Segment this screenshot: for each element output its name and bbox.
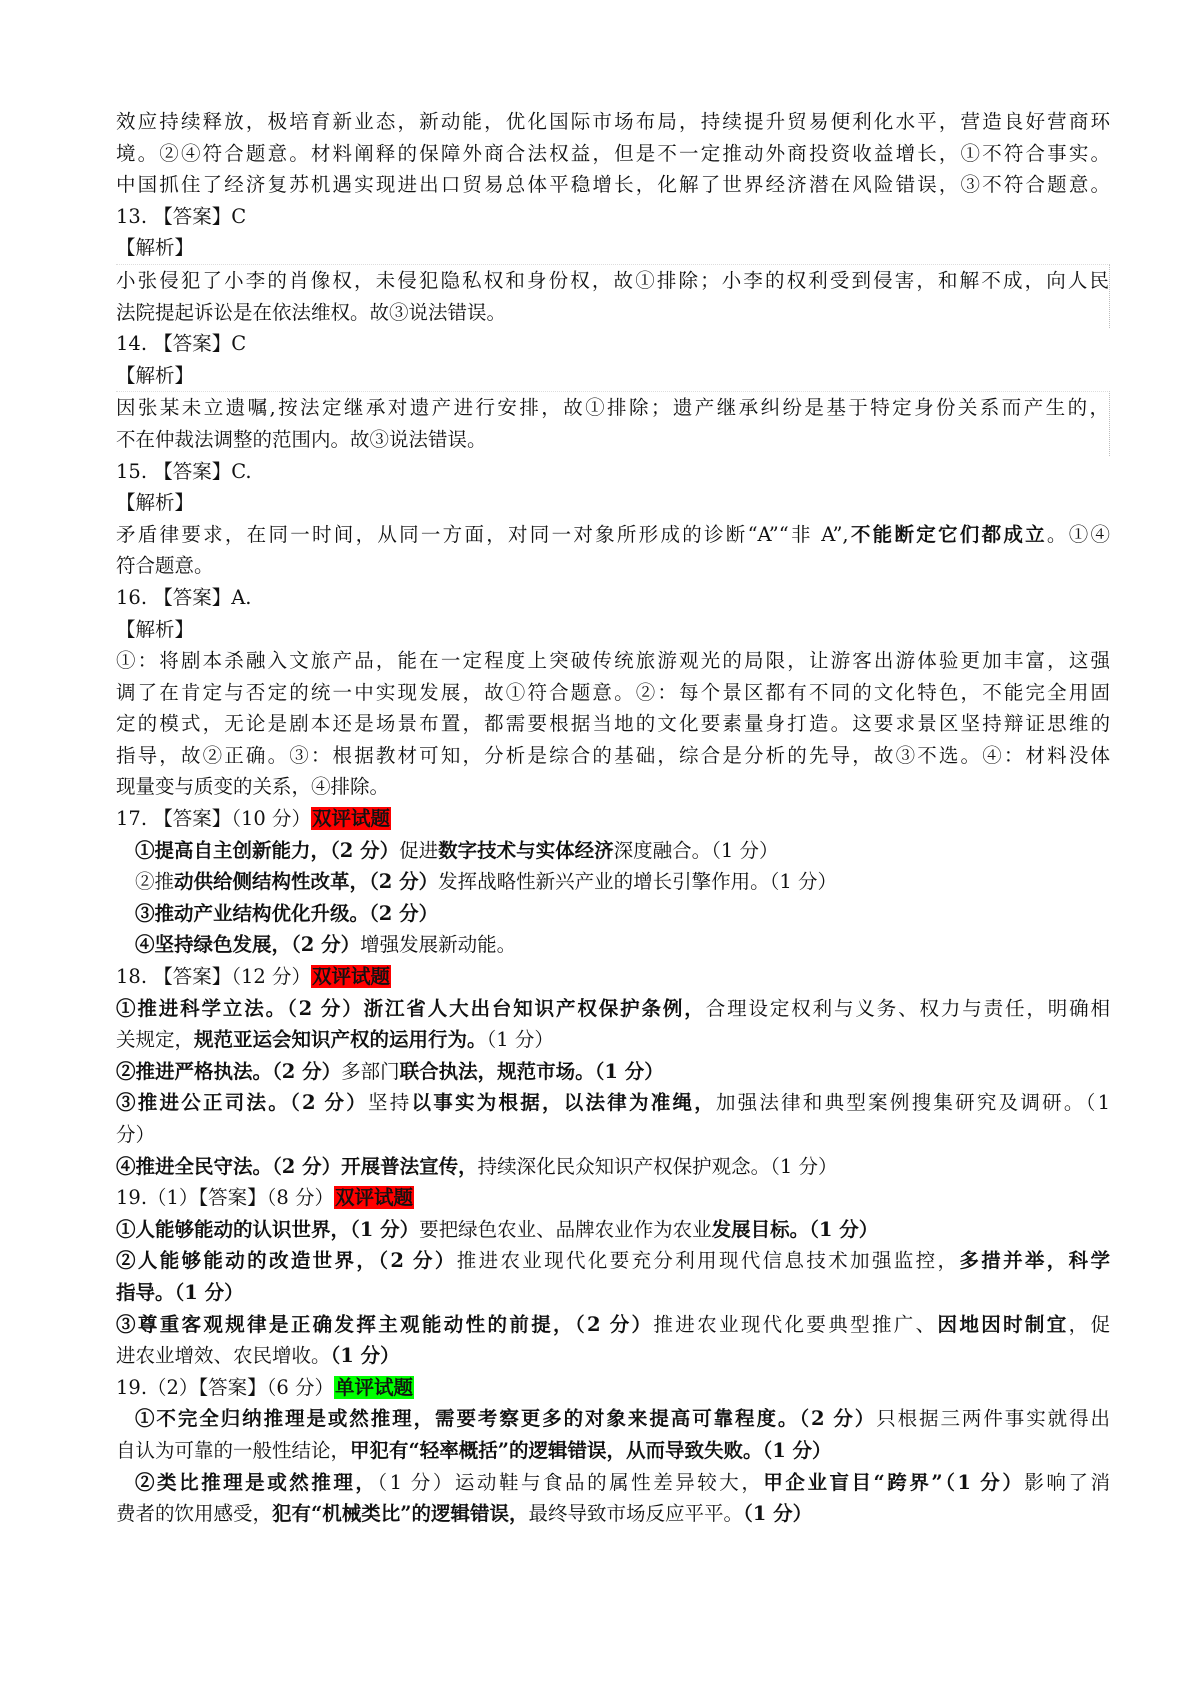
q19-2-p1-bold-2: 甲犯有“轻率概括”的逻辑错误，从而导致失败。（1 分） xyxy=(350,1438,832,1462)
q19-1-p3-text-3: 进农业增效、农民增收。 xyxy=(116,1344,331,1368)
intro-line-2: 境。②④符合题意。材料阐释的保障外商合法权益，但是不一定推动外商投资收益增长，①不符合事实。 xyxy=(116,141,1110,165)
q18-p1-bold: ①推进科学立法。（2 分）浙江省人大出台知识产权保护条例， xyxy=(116,996,706,1020)
q17-p4-bold: ④坚持绿色发展，（2 分） xyxy=(135,933,361,957)
q18-p2-text: 多部门 xyxy=(341,1059,400,1083)
single-review-tag: 单评试题 xyxy=(335,1375,414,1399)
q17-answer-label: 17. 【答案】（10 分） xyxy=(116,807,311,831)
q16-line-1: ①：将剧本杀融入文旅产品，能在一定程度上突破传统旅游观光的局限，让游客出游体验更加丰富，这强 xyxy=(116,649,1110,673)
q17-p2-text-2: 发挥战略性新兴产业的增长引擎作用。（1 分） xyxy=(438,870,837,894)
q19-1-point-2-line-2: 指导。（1 分） xyxy=(116,1280,244,1304)
q16-answer: 16. 【答案】A. xyxy=(116,585,252,609)
double-review-tag: 双评试题 xyxy=(311,965,390,989)
q19-2-p1-text-2: 自认为可靠的一般性结论， xyxy=(116,1438,351,1462)
q19-1-p1-text: 要把绿色农业、品牌农业作为农业 xyxy=(419,1217,712,1241)
q18-p1-text-2: 关规定， xyxy=(116,1028,195,1052)
q18-p3-bold: ③推进公正司法。（2 分） xyxy=(116,1091,369,1115)
q17-p1-text-2: 深度融合。（1 分） xyxy=(613,838,779,862)
q18-p2-bold-2: 联合执法，规范市场。（1 分） xyxy=(399,1059,664,1083)
q15-text-end: 。①④ xyxy=(1046,522,1110,546)
q15-text: 矛盾律要求，在同一时间，从同一方面，对同一对象所形成的诊断“A”“非 A”, xyxy=(116,522,849,546)
q19-1-p2-text: 推进农业现代化要充分利用现代信息技术加强监控， xyxy=(456,1249,960,1273)
q19-2-answer xyxy=(116,1372,1110,1404)
q18-point-1-line-1 xyxy=(116,993,1110,1025)
intro-line-3: 中国抓住了经济复苏机遇实现进出口贸易总体平稳增长，化解了世界经济潜在风险错误，③不符合题意。 xyxy=(116,173,1110,197)
q19-1-p3-text-2: ，促 xyxy=(1068,1312,1110,1336)
q17-p1-bold: ①提高自主创新能力，（2 分） xyxy=(135,838,400,862)
q19-2-point-2-line-1 xyxy=(116,1467,1110,1499)
q19-1-p1-bold: ①人能够能动的认识世界，（1 分） xyxy=(116,1217,420,1241)
q18-point-3-line-2: 分） xyxy=(116,1123,156,1146)
q19-1-p3-text: 推进农业现代化要典型推广、 xyxy=(653,1312,938,1336)
q18-p1-bold-2: 规范亚运会知识产权的运用行为。 xyxy=(194,1028,487,1052)
q18-p3-text-2: 加强法律和典型案例搜集研究及调研。（1 xyxy=(715,1091,1110,1115)
q19-1-p3-bold: ③尊重客观规律是正确发挥主观能动性的前提，（2 分） xyxy=(116,1312,654,1336)
q13-answer: 13. 【答案】C xyxy=(116,204,247,228)
q18-p3-bold-2: 以事实为根据，以法律为准绳， xyxy=(411,1091,716,1115)
q14-analysis xyxy=(116,391,1110,455)
q19-1-p2-bold-2: 多措并举，科学 xyxy=(959,1249,1110,1273)
q18-point-3-line-1 xyxy=(116,1087,1110,1119)
q19-1-answer xyxy=(116,1182,1110,1214)
q19-2-p2-bold-3: 犯有“机械类比”的逻辑错误， xyxy=(272,1502,529,1526)
q16-line-5: 现量变与质变的关系，④排除。 xyxy=(116,775,390,799)
q17-point-4 xyxy=(116,929,1110,961)
q19-2-p2-text-4: 最终导致市场反应平平。 xyxy=(528,1502,743,1526)
double-review-tag: 双评试题 xyxy=(311,807,390,831)
intro-line-1: 效应持续释放，极培育新业态，新动能，优化国际市场布局，持续提升贸易便利化水平，营造良好营商环 xyxy=(116,110,1110,133)
q19-1-p1-bold-2: 发展目标。（1 分） xyxy=(711,1217,879,1241)
q14-answer: 14. 【答案】C xyxy=(116,332,247,356)
q19-2-p2-bold: ②类比推理是或然推理， xyxy=(135,1470,378,1494)
q15-line-2: 符合题意。 xyxy=(116,554,214,578)
q18-point-2 xyxy=(116,1056,1110,1088)
q18-point-4 xyxy=(116,1151,1110,1183)
q19-1-p3-bold-2: 因地因时制宜 xyxy=(937,1312,1069,1336)
q19-2-p2-text-2: 影响了消 xyxy=(1024,1470,1110,1494)
q13-line-1: 小张侵犯了小李的肖像权，未侵犯隐私权和身份权，故①排除；小李的权利受到侵害，和解不成，向人民 xyxy=(116,268,1109,292)
q16-jiexi: 【解析】 xyxy=(116,617,195,641)
q19-2-p2-text-3: 费者的饮用感受， xyxy=(116,1502,273,1526)
q17-point-1 xyxy=(116,835,1110,867)
q19-1-point-2-line-1 xyxy=(116,1245,1110,1277)
q19-2-p2-score: （1 分） xyxy=(742,1502,813,1526)
q18-p3-text: 坚持 xyxy=(368,1091,412,1115)
q14-line-2: 不在仲裁法调整的范围内。故③说法错误。 xyxy=(116,427,487,451)
q19-2-p1-bold: ①不完全归纳推理是或然推理，需要考察更多的对象来提高可靠程度。（2 分） xyxy=(135,1407,877,1431)
q19-1-p2-bold: ②人能够能动的改造世界，（2 分） xyxy=(116,1249,457,1273)
q15-jiexi: 【解析】 xyxy=(116,491,195,515)
q16-line-3: 定的模式，无论是剧本还是场景布置，都需要根据当地的文化要素量身打造。这要求景区坚持辩证思维的 xyxy=(116,712,1110,736)
q17-p2-bold: 动供给侧结构性改革，（2 分） xyxy=(174,870,439,894)
q18-point-1-line-2 xyxy=(116,1024,1110,1056)
q19-2-p2-text: （1 分）运动鞋与食品的属性差异较大， xyxy=(377,1470,764,1494)
q13-line-2: 法院提起诉讼是在依法维权。故③说法错误。 xyxy=(116,300,507,324)
q19-2-point-1-line-1 xyxy=(116,1403,1110,1435)
q17-p2-text: ②推 xyxy=(135,870,175,894)
q17-p1-text: 促进 xyxy=(399,838,439,862)
q19-2-point-2-line-2 xyxy=(116,1498,1110,1530)
q13-jiexi: 【解析】 xyxy=(116,236,195,260)
q17-point-3: ③推动产业结构优化升级。（2 分） xyxy=(135,901,439,925)
q13-analysis xyxy=(116,264,1110,328)
q15-bold: 不能断定它们都成立 xyxy=(848,522,1047,546)
q19-2-answer-label: 19.（2）【答案】（6 分） xyxy=(116,1375,335,1399)
q18-p1-text: 合理设定权利与义务、权力与责任，明确相 xyxy=(705,996,1110,1020)
q15-line-1 xyxy=(116,519,1110,551)
q18-p4-bold: ④推进全民守法。（2 分）开展普法宣传， xyxy=(116,1154,478,1178)
q18-p4-text: 持续深化民众知识产权保护观念。（1 分） xyxy=(477,1154,838,1178)
q19-2-point-1-line-2 xyxy=(116,1435,1110,1467)
q15-answer: 15. 【答案】C. xyxy=(116,459,252,483)
double-review-tag: 双评试题 xyxy=(335,1186,414,1210)
q14-jiexi: 【解析】 xyxy=(116,363,195,387)
q16-line-4: 指导，故②正确。③：根据教材可知，分析是综合的基础，综合是分析的先导，故③不选。④：材料没体 xyxy=(116,743,1110,767)
q19-2-p2-bold-2: 甲企业盲目“跨界”（1 分） xyxy=(763,1470,1025,1494)
q19-1-point-3-line-2 xyxy=(116,1340,1110,1372)
q17-answer xyxy=(116,803,1110,835)
q17-p1-bold-2: 数字技术与实体经济 xyxy=(438,838,614,862)
q18-p1-score: （1 分） xyxy=(486,1028,554,1052)
q16-line-2: 调了在肯定与否定的统一中实现发展，故①符合题意。②：每个景区都有不同的文化特色，不能完全用固 xyxy=(116,680,1110,704)
q14-line-1: 因张某未立遗嘱,按法定继承对遗产进行安排，故①排除；遗产继承纠纷是基于特定身份关系而产生的， xyxy=(116,396,1109,420)
q17-point-2 xyxy=(116,866,1110,898)
q19-1-p3-score: （1 分） xyxy=(330,1344,400,1368)
q17-p4-text: 增强发展新动能。 xyxy=(360,933,517,957)
q19-2-p1-text: 只根据三两件事实就得出 xyxy=(876,1407,1110,1431)
q18-answer-label: 18. 【答案】（12 分） xyxy=(116,965,311,989)
q19-1-point-3-line-1 xyxy=(116,1309,1110,1341)
q19-1-answer-label: 19.（1）【答案】（8 分） xyxy=(116,1186,335,1210)
q18-p2-bold: ②推进严格执法。（2 分） xyxy=(116,1059,342,1083)
q18-answer xyxy=(116,961,1110,993)
q19-1-point-1 xyxy=(116,1214,1110,1246)
